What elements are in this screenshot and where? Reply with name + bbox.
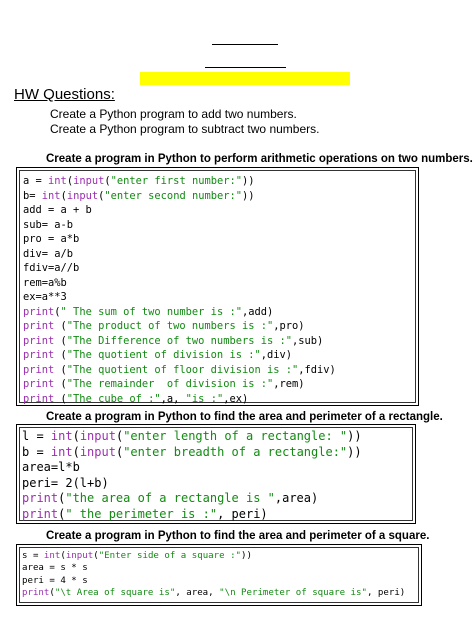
- code-text: (: [54, 378, 67, 390]
- code-line: [23, 290, 336, 305]
- code-line: [23, 276, 336, 291]
- square-code-box: [16, 544, 422, 606]
- code-text: ,rem): [273, 378, 305, 390]
- code-text: ,ex): [223, 392, 249, 405]
- section-rectangle-heading: Create a program in Python to find the area and perimeter of a rectangle.: [46, 411, 443, 423]
- section-arithmetic-heading: Create a program in Python to perform arithmetic operations on two numbers.: [46, 153, 473, 165]
- code-line: [23, 334, 336, 349]
- code-keyword: input: [79, 444, 116, 459]
- arithmetic-code-box: [16, 167, 419, 406]
- code-text: peri = 4 * s: [22, 575, 88, 586]
- rectangle-code-box: [16, 424, 416, 524]
- code-line: [23, 319, 336, 334]
- code-string: "enter first number:": [110, 175, 242, 187]
- code-keyword: int: [50, 444, 73, 459]
- code-text: (: [60, 189, 67, 202]
- code-keyword: input: [73, 175, 105, 187]
- code-text: div= a/b: [23, 247, 74, 260]
- code-text: sub= a-b: [23, 218, 74, 231]
- code-line: [22, 476, 362, 492]
- code-text: a =: [23, 175, 49, 187]
- code-text: )): [347, 429, 362, 443]
- code-string: " the perimeter is :": [65, 506, 218, 521]
- code-line: [23, 305, 336, 320]
- code-keyword: print: [22, 506, 59, 521]
- yellow-highlight-bar: [140, 72, 350, 85]
- code-keyword: print: [23, 305, 55, 318]
- top-rule-2: [205, 67, 286, 68]
- code-string: "enter second number:": [104, 189, 243, 202]
- code-text: add = a + b: [23, 204, 92, 216]
- code-keyword: int: [43, 551, 61, 561]
- code-text: ,a,: [160, 392, 186, 405]
- code-text: ,add): [241, 305, 274, 318]
- code-line: [23, 261, 336, 276]
- code-line: [22, 562, 405, 574]
- code-line: [22, 507, 362, 523]
- code-line: [23, 189, 336, 204]
- code-text: , peri): [366, 588, 406, 599]
- code-keyword: input: [65, 551, 94, 561]
- code-text: s =: [22, 551, 44, 561]
- code-text: rem=a%b: [23, 276, 67, 289]
- code-text: )): [242, 189, 255, 202]
- code-line: [23, 348, 336, 363]
- code-text: (: [58, 491, 66, 506]
- code-keyword: print: [23, 334, 55, 347]
- code-string: "The quotient of floor division is :": [66, 363, 299, 376]
- code-line: [23, 363, 336, 378]
- code-text: area = s * s: [22, 563, 88, 574]
- code-keyword: print: [23, 392, 55, 405]
- code-line: [23, 392, 336, 407]
- code-text: (: [104, 175, 111, 187]
- code-text: l =: [22, 429, 51, 443]
- code-keyword: print: [23, 320, 55, 332]
- code-string: "enter breadth of a rectangle:": [123, 444, 348, 459]
- code-line: [23, 174, 336, 189]
- code-keyword: int: [50, 429, 73, 443]
- question-1: Create a Python program to add two numbers.: [50, 107, 297, 121]
- code-text: ex=a**3: [23, 291, 67, 303]
- code-text: fdiv=a//b: [23, 262, 80, 274]
- code-text: b=: [23, 189, 42, 202]
- code-text: (: [54, 349, 67, 361]
- code-string: "The cube of :": [66, 392, 161, 405]
- code-text: (: [54, 334, 67, 347]
- section-square-heading: Create a program in Python to find the area and perimeter of a square.: [46, 530, 430, 542]
- square-code: [22, 550, 405, 600]
- code-text: , area,: [175, 588, 220, 599]
- code-text: (: [98, 189, 105, 202]
- code-text: (: [115, 429, 124, 443]
- code-text: (: [60, 551, 66, 561]
- code-keyword: print: [23, 349, 55, 361]
- code-line: [22, 445, 362, 461]
- code-keyword: int: [41, 189, 61, 202]
- code-keyword: input: [66, 189, 99, 202]
- code-string: "The Difference of two numbers is :": [66, 334, 293, 347]
- code-text: )): [242, 175, 255, 187]
- code-text: ,fdiv): [298, 363, 336, 376]
- top-rule-1: [212, 44, 278, 45]
- code-text: (: [54, 392, 67, 405]
- code-line: [23, 377, 336, 392]
- code-string: "The quotient of division is :": [66, 349, 261, 361]
- arithmetic-code: [23, 174, 336, 406]
- code-text: pro = a*b: [23, 233, 80, 245]
- code-string: "is :": [185, 392, 224, 405]
- code-text: (: [54, 363, 67, 376]
- code-line: [22, 429, 362, 445]
- code-string: "\t Area of square is": [54, 588, 176, 599]
- code-text: ,sub): [292, 334, 324, 347]
- code-text: ,area): [274, 491, 319, 506]
- code-text: (: [72, 444, 80, 459]
- question-2: Create a Python program to subtract two numbers.: [50, 122, 320, 136]
- code-string: "the area of a rectangle is ": [65, 491, 275, 506]
- code-line: [23, 218, 336, 233]
- code-text: , peri): [217, 506, 268, 521]
- code-keyword: print: [23, 378, 55, 390]
- code-keyword: print: [22, 491, 59, 506]
- code-string: "\n Perimeter of square is": [219, 588, 367, 599]
- code-line: [23, 203, 336, 218]
- code-text: (: [93, 551, 99, 561]
- rectangle-code: [22, 429, 362, 523]
- code-string: "enter length of a rectangle: ": [123, 429, 348, 443]
- code-text: ,div): [260, 349, 293, 361]
- code-text: )): [347, 444, 362, 459]
- code-line: [23, 232, 336, 247]
- code-line: [22, 460, 362, 476]
- code-line: [22, 491, 362, 507]
- code-line: [22, 550, 405, 562]
- code-string: "Enter side of a square :": [98, 551, 242, 561]
- code-line: [22, 575, 405, 587]
- code-line: [22, 587, 405, 599]
- code-text: (: [49, 588, 55, 599]
- code-keyword: int: [48, 175, 67, 187]
- code-keyword: input: [79, 429, 116, 443]
- code-text: (: [72, 429, 80, 443]
- code-string: "The remainder of division is :": [66, 378, 274, 390]
- code-keyword: print: [23, 363, 55, 376]
- hw-title: HW Questions:: [14, 86, 115, 103]
- code-text: (: [66, 175, 74, 187]
- code-text: ,pro): [273, 320, 305, 332]
- code-text: (: [115, 444, 124, 459]
- code-text: (: [54, 320, 67, 332]
- code-text: (: [58, 506, 66, 521]
- code-text: peri= 2(l+b): [22, 475, 109, 490]
- code-keyword: print: [22, 588, 50, 599]
- code-text: )): [241, 551, 252, 561]
- code-text: area=l*b: [22, 460, 80, 475]
- code-line: [23, 247, 336, 262]
- code-string: " The sum of two number is :": [60, 305, 242, 318]
- code-text: b =: [22, 444, 51, 459]
- code-text: (: [54, 305, 61, 318]
- code-string: "The product of two numbers is :": [66, 320, 274, 332]
